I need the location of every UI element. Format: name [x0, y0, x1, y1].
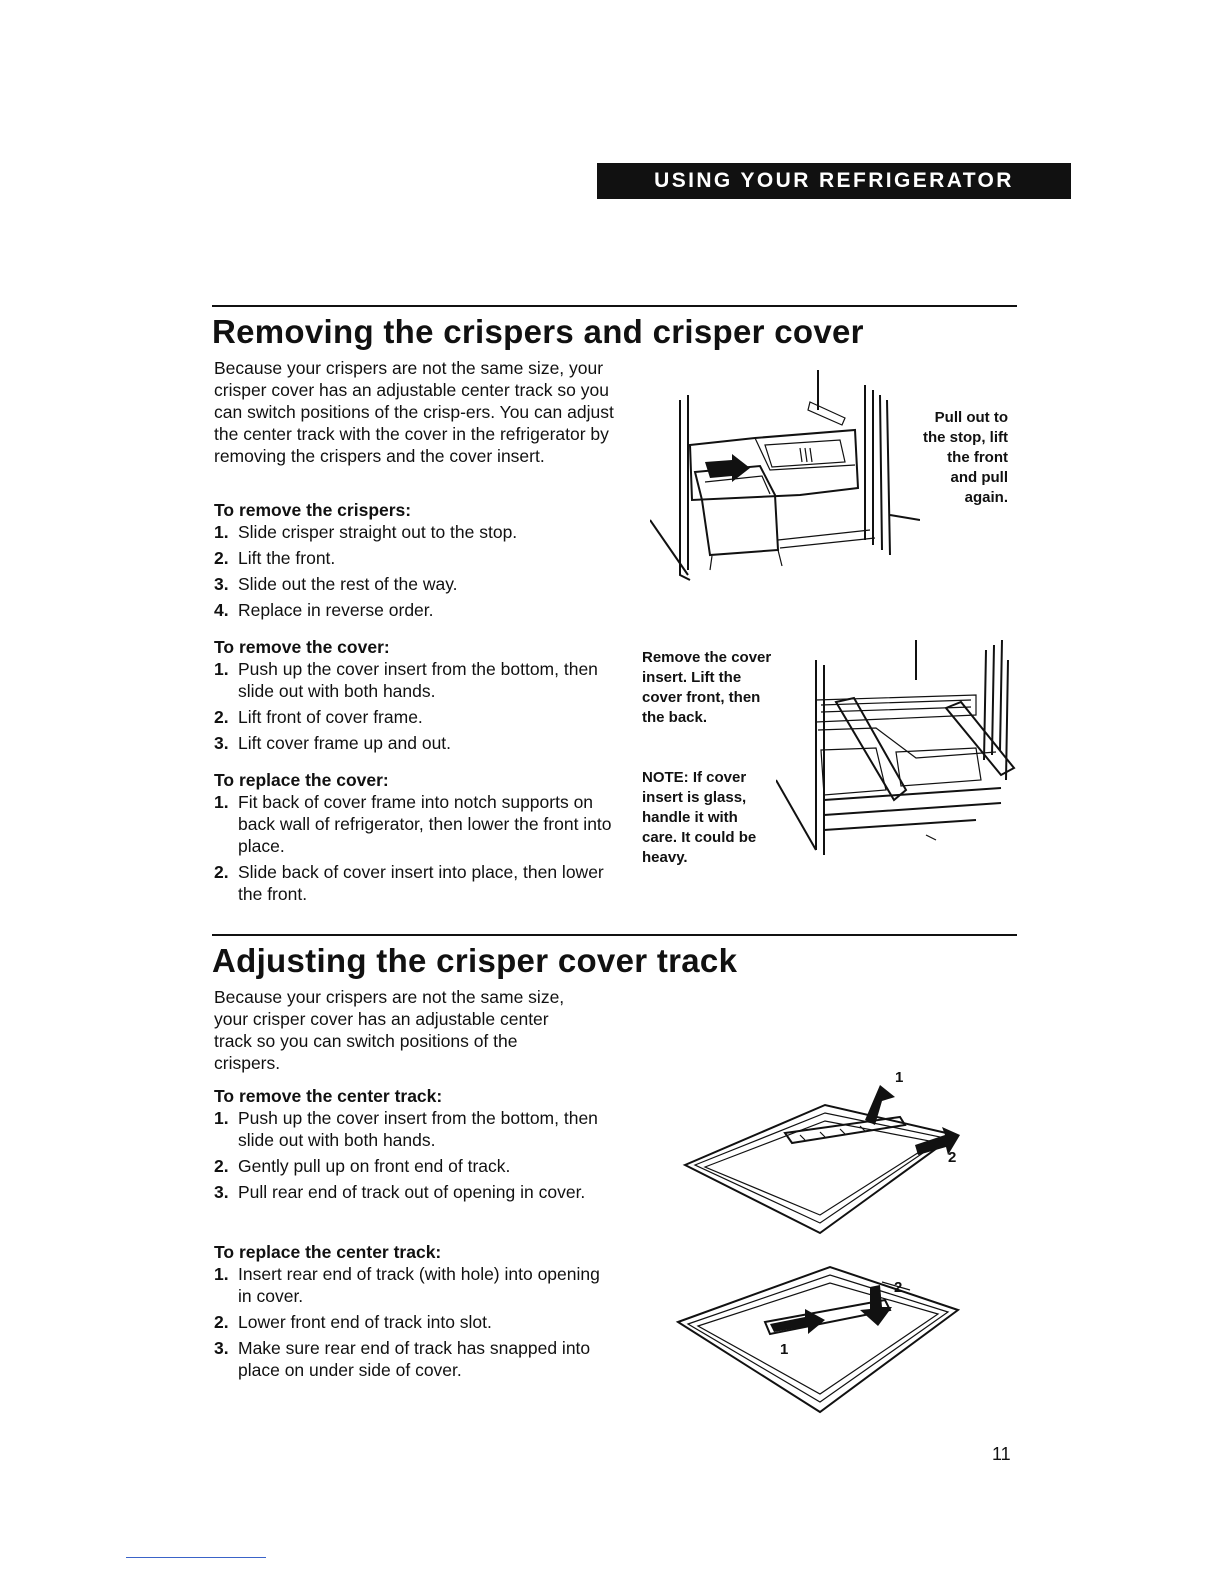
section-header-title: USING YOUR REFRIGERATOR	[654, 169, 1014, 192]
step-number: 2.	[214, 1156, 229, 1176]
step-number: 2.	[214, 1312, 229, 1332]
cover-removal-illustration	[776, 640, 1016, 865]
step-text: Lift front of cover frame.	[238, 707, 423, 727]
step-text: Push up the cover insert from the bottom, then slide out with both hands.	[238, 1108, 598, 1150]
section1-intro: Because your crispers are not the same size, your crisper cover has an adjustable center track so you can switch positions of the crisp-ers. You can adjust the center track with the cover in the refrigerator by removing the crispers and the cover insert.	[214, 358, 614, 466]
remove-crispers-heading: To remove the crispers:	[214, 500, 412, 520]
list-item	[214, 1263, 614, 1307]
step-text: Fit back of cover frame into notch supports on back wall of refrigerator, then lower the front into place.	[238, 792, 612, 856]
callout-remove: Remove the cover insert. Lift the cover front, then the back.	[642, 649, 772, 726]
remove-crispers-block	[214, 499, 614, 625]
section1-title: Removing the crispers and crisper cover	[212, 313, 864, 350]
step-text: Gently pull up on front end of track.	[238, 1156, 511, 1176]
step-number: 1.	[214, 659, 229, 679]
remove-cover-heading: To remove the cover:	[214, 637, 390, 657]
step-number: 3.	[214, 574, 229, 594]
step-number: 1.	[214, 1264, 229, 1284]
list-item	[214, 573, 614, 595]
step-number: 1.	[214, 522, 229, 542]
step-text: Pull rear end of track out of opening in cover.	[238, 1182, 586, 1202]
section2-title: Adjusting the crisper cover track	[212, 942, 738, 979]
section2-rule	[212, 934, 1017, 936]
list-item	[214, 658, 614, 702]
list-item	[214, 1337, 614, 1381]
replace-cover-block	[214, 769, 614, 909]
step-text: Lift the front.	[238, 548, 336, 568]
step-number: 4.	[214, 600, 229, 620]
list-item	[214, 1181, 614, 1203]
section2-intro: Because your crispers are not the same size, your crisper cover has an adjustable center track so you can switch positions of the crispers.	[214, 987, 565, 1073]
callout-note: NOTE: If cover insert is glass, handle it with care. It could be heavy.	[642, 769, 757, 866]
replace-track-steps	[214, 1263, 614, 1381]
step-text: Lift cover frame up and out.	[238, 733, 452, 753]
list-item	[214, 861, 614, 905]
diagram2-label-2: 2	[894, 1279, 903, 1296]
step-number: 2.	[214, 548, 229, 568]
step-text: Slide crisper straight out to the stop.	[238, 522, 518, 542]
step-number: 1.	[214, 1108, 229, 1128]
step-number: 2.	[214, 862, 229, 882]
list-item	[214, 521, 614, 543]
step-text: Slide out the rest of the way.	[238, 574, 458, 594]
step-text: Lower front end of track into slot.	[238, 1312, 492, 1332]
remove-cover-steps	[214, 658, 614, 754]
remove-track-heading: To remove the center track:	[214, 1086, 443, 1106]
step-text: Insert rear end of track (with hole) into opening in cover.	[238, 1264, 600, 1306]
remove-cover-block	[214, 636, 614, 758]
list-item	[214, 1107, 614, 1151]
footer-divider	[126, 1557, 266, 1558]
replace-track-block	[214, 1241, 614, 1385]
section1-rule	[212, 305, 1017, 307]
diagram1-label-1: 1	[895, 1069, 904, 1086]
step-text: Replace in reverse order.	[238, 600, 434, 620]
list-item	[214, 732, 614, 754]
crisper-pull-illustration	[650, 370, 920, 590]
list-item	[214, 1155, 614, 1177]
callout-pull: Pull out to the stop, lift the front and pull again.	[923, 409, 1008, 506]
list-item	[214, 547, 614, 569]
list-item	[214, 599, 614, 621]
track-replacement-diagram	[670, 1262, 970, 1422]
list-item	[214, 706, 614, 728]
step-text: Slide back of cover insert into place, then lower the front.	[238, 862, 604, 904]
step-number: 1.	[214, 792, 229, 812]
step-number: 2.	[214, 707, 229, 727]
replace-cover-heading: To replace the cover:	[214, 770, 389, 790]
remove-crispers-steps	[214, 521, 614, 621]
section-header-bar	[597, 163, 1071, 199]
diagram1-label-2: 2	[948, 1149, 957, 1166]
page-number: 11	[992, 1444, 1011, 1464]
step-number: 3.	[214, 733, 229, 753]
diagram2-label-1: 1	[780, 1341, 789, 1358]
list-item	[214, 1311, 614, 1333]
replace-track-heading: To replace the center track:	[214, 1242, 442, 1262]
list-item	[214, 791, 614, 857]
step-text: Push up the cover insert from the bottom, then slide out with both hands.	[238, 659, 598, 701]
remove-track-block	[214, 1085, 614, 1207]
remove-track-steps	[214, 1107, 614, 1203]
step-text: Make sure rear end of track has snapped into place on under side of cover.	[238, 1338, 591, 1380]
replace-cover-steps	[214, 791, 614, 905]
step-number: 3.	[214, 1182, 229, 1202]
step-number: 3.	[214, 1338, 229, 1358]
track-removal-diagram	[670, 1065, 970, 1240]
